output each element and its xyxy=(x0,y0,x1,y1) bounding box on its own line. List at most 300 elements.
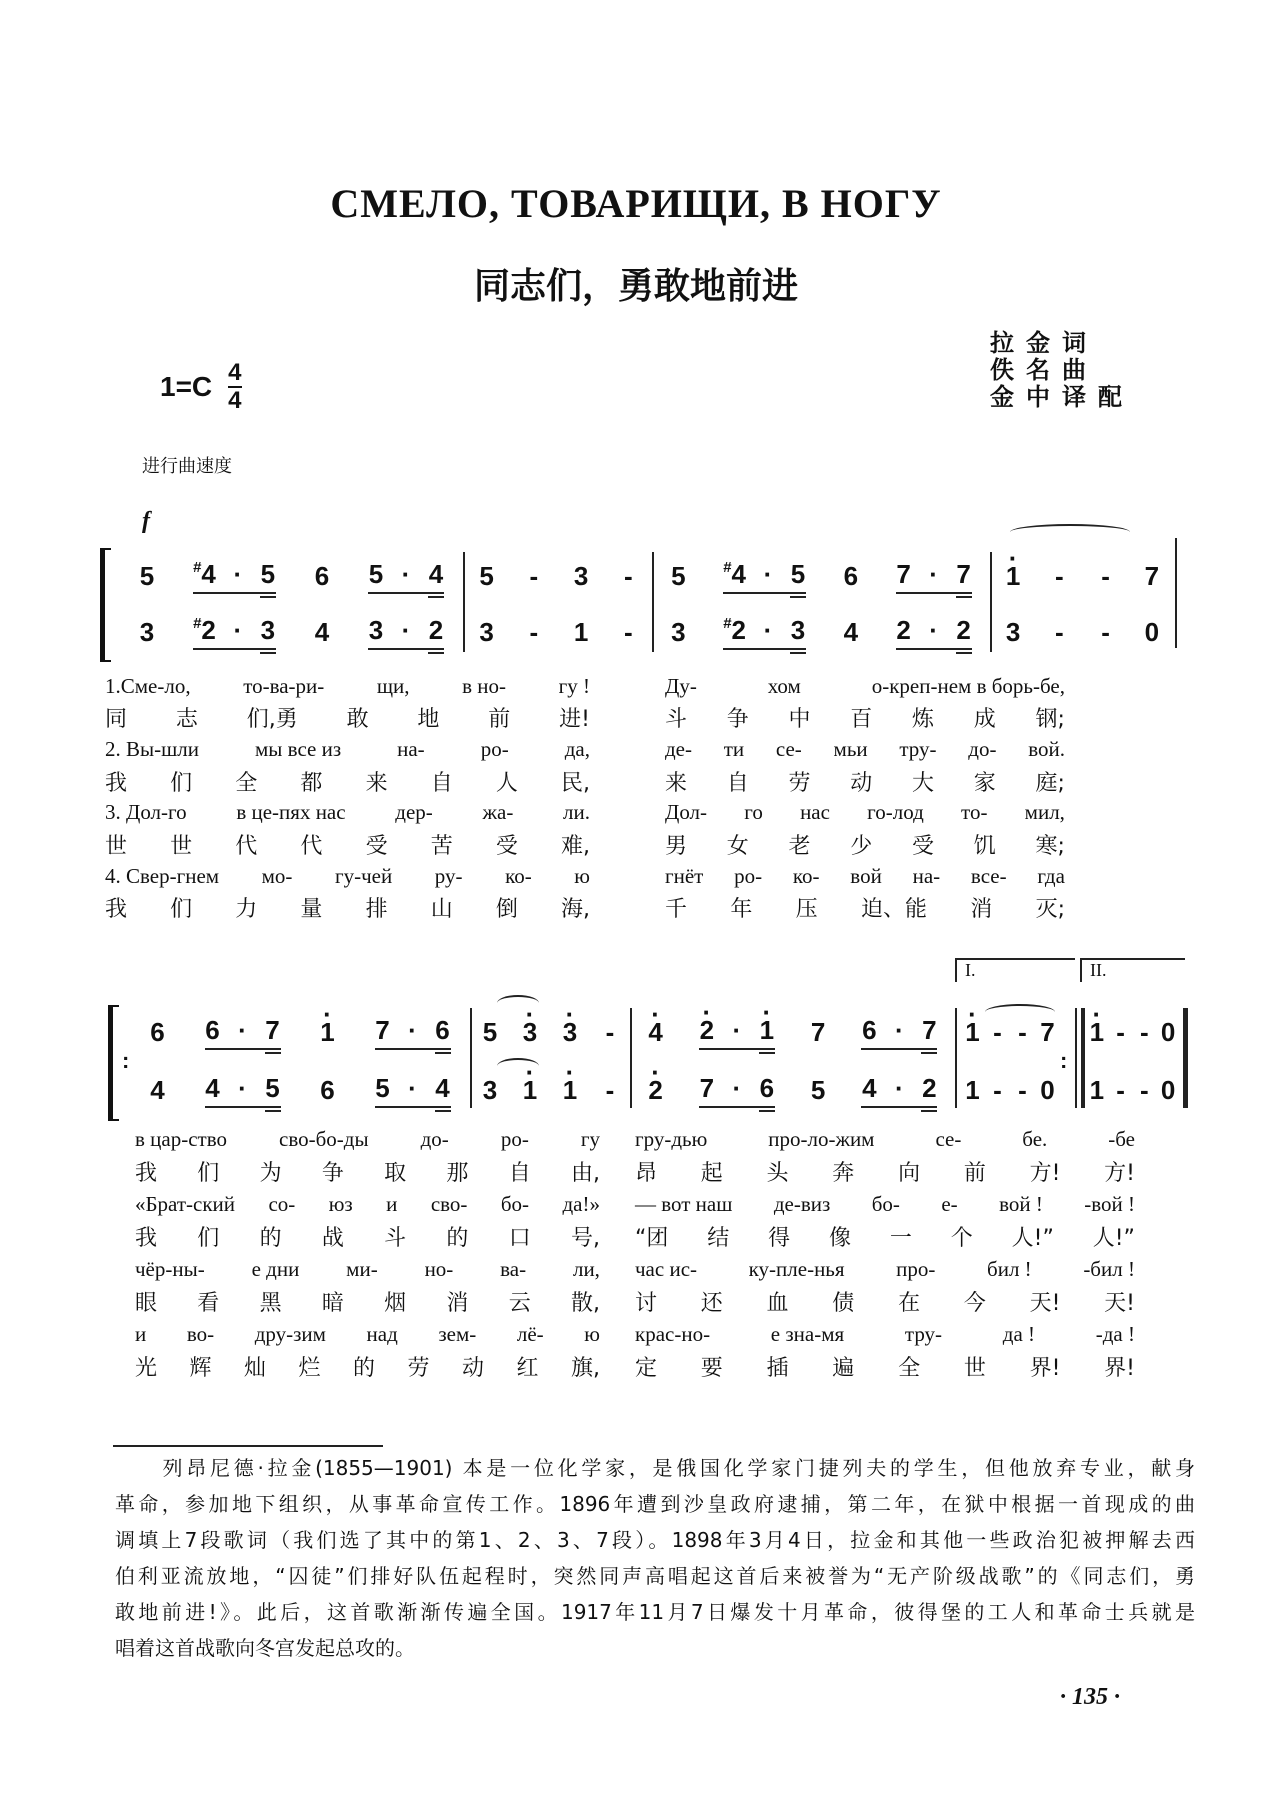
lyric-syllable: 债 xyxy=(832,1291,855,1316)
lyric-syllable: — вот наш xyxy=(635,1191,733,1216)
lyric-syllable: 男 xyxy=(665,834,688,859)
lyric-syllable: хом xyxy=(767,673,801,698)
lyric-syllable: “团 xyxy=(635,1226,669,1251)
lyric-syllable: бил ! xyxy=(987,1256,1032,1281)
lyric-syllable: 人!” xyxy=(1011,1226,1054,1251)
lyric-syllable: 千 xyxy=(665,897,688,923)
note: 6 xyxy=(314,560,330,591)
note: #4 xyxy=(193,558,216,589)
lyric-line-left xyxy=(135,1123,600,1155)
lyric-syllable: 黑 xyxy=(259,1291,282,1316)
lyric-syllable: 由, xyxy=(570,1161,600,1186)
lyric-syllable: 定 xyxy=(635,1356,658,1381)
note: 7 xyxy=(922,1014,937,1045)
lyric-syllable: гда xyxy=(1037,863,1065,888)
beam-group xyxy=(699,1073,775,1108)
lyric-syllable: 辉 xyxy=(189,1356,212,1381)
lyric-syllable: се- xyxy=(935,1126,962,1151)
note: 7 xyxy=(375,1014,390,1045)
lyric-syllable: 眼 xyxy=(135,1291,158,1316)
lyric-syllable: 女 xyxy=(726,834,749,859)
lyric-syllable: 动 xyxy=(462,1356,485,1381)
lyric-syllable: ко- xyxy=(792,863,820,888)
lyric-syllable: 灭; xyxy=(1035,897,1065,923)
lyric-syllable: 地 xyxy=(417,707,440,733)
lyric-syllable: 还 xyxy=(700,1291,723,1316)
lyric-syllable: лё- xyxy=(516,1321,544,1346)
note: 5 xyxy=(260,558,276,589)
lyric-syllable: ли. xyxy=(563,800,590,825)
note: 3 xyxy=(573,560,589,591)
measure xyxy=(463,556,652,596)
lyric-line-right xyxy=(665,797,1065,829)
credit-music: 佚名曲 xyxy=(990,356,1098,384)
note: 3 xyxy=(790,614,806,645)
measure xyxy=(990,556,1175,596)
lyric-syllable: 我 xyxy=(135,1161,158,1186)
note: 4 xyxy=(150,1074,165,1105)
note: 5 xyxy=(671,560,686,591)
lyric-syllable: 百 xyxy=(850,707,873,733)
dash: - xyxy=(993,1074,1002,1105)
lyric-syllable: ти xyxy=(723,736,745,761)
note: 1 xyxy=(1089,1074,1105,1105)
lyric-syllable: 4. Свер-гнем xyxy=(105,863,220,888)
lyric-syllable: 敢 xyxy=(346,707,369,733)
key-signature xyxy=(160,360,242,414)
lyric-syllable: 前 xyxy=(488,707,511,733)
lyric-syllable: 头 xyxy=(766,1161,789,1186)
lyric-syllable: 成 xyxy=(973,707,996,733)
lyric-syllable: -бе xyxy=(1108,1126,1135,1151)
lyric-syllable: 代 xyxy=(300,834,323,859)
footnote-line: 调填上7段歌词（我们选了其中的第1、2、3、7段）。1898年3月4日，拉金和其他一些政治犯被押解去西 xyxy=(115,1528,1195,1552)
volta-1 xyxy=(955,958,1075,982)
beam-group xyxy=(723,559,806,594)
volta-2 xyxy=(1080,958,1185,982)
lyric-syllable: 代 xyxy=(235,834,258,859)
lyric-syllable: 进! xyxy=(559,707,590,733)
lyric-syllable: на- xyxy=(397,736,425,761)
note: · 1 xyxy=(522,1075,538,1106)
lyric-syllable: крас-но- xyxy=(635,1321,711,1346)
lyric-syllable: 得 xyxy=(768,1226,791,1251)
note: 4 xyxy=(862,1072,877,1103)
lyric-syllable: ми- xyxy=(346,1256,378,1281)
lyric-syllable: 自 xyxy=(508,1161,531,1186)
lyric-line-right xyxy=(665,860,1065,892)
lyric-syllable: 受 xyxy=(365,834,388,859)
lyric-syllable: юз xyxy=(328,1191,353,1216)
page-number: · 135 · xyxy=(1060,1684,1120,1710)
lyric-syllable: Дол- xyxy=(665,800,708,825)
note: 4 xyxy=(428,558,444,589)
lyric-line-right xyxy=(665,702,1065,734)
repeat-start: : xyxy=(122,1048,130,1073)
lyric-syllable: 争 xyxy=(321,1161,344,1186)
measure xyxy=(120,612,463,652)
lyric-syllable: мил, xyxy=(1024,800,1065,825)
dot: · xyxy=(233,558,243,589)
dynamic-marking: f xyxy=(142,508,150,534)
dot: · xyxy=(763,614,773,645)
dot: · xyxy=(233,614,243,645)
sharp-icon: # xyxy=(193,558,202,576)
beam-group xyxy=(699,1015,775,1050)
note: 6 xyxy=(435,1014,450,1045)
lyric-syllable: 今 xyxy=(963,1291,986,1316)
beam-group xyxy=(205,1073,281,1108)
staff-lower xyxy=(0,1070,1272,1110)
note: 3 xyxy=(671,616,686,647)
note: 5 xyxy=(265,1072,280,1103)
dash: - xyxy=(605,1074,615,1105)
note: 4 xyxy=(314,616,330,647)
sharp-icon: # xyxy=(723,558,732,576)
dash: - xyxy=(1018,1074,1027,1105)
lyric-syllable: 像 xyxy=(829,1226,852,1251)
lyric-syllable: 看 xyxy=(197,1291,220,1316)
lyric-syllable: 天! xyxy=(1029,1291,1061,1316)
lyric-syllable: 界! xyxy=(1104,1356,1135,1381)
lyric-syllable: щи, xyxy=(376,673,410,698)
lyric-syllable: 动 xyxy=(850,770,873,796)
lyric-syllable: 取 xyxy=(384,1161,407,1186)
lyric-syllable: дер- xyxy=(395,800,433,825)
lyric-syllable: тру- xyxy=(899,736,937,761)
title-chinese: 同志们，勇敢地前进 xyxy=(473,266,798,307)
note: 7 xyxy=(956,558,971,589)
lyric-syllable: ли, xyxy=(572,1256,600,1281)
lyric-syllable: де-виз xyxy=(773,1191,831,1216)
lyric-line-left xyxy=(105,892,590,924)
note: 7 xyxy=(699,1072,715,1103)
lyric-syllable: 来 xyxy=(365,770,388,796)
measure xyxy=(130,1070,470,1110)
lyric-syllable: 天! xyxy=(1104,1291,1135,1316)
lyric-syllable: сво-бо-ды xyxy=(279,1126,369,1151)
lyric-syllable: 钢; xyxy=(1035,707,1065,733)
lyric-syllable: 都 xyxy=(300,770,323,796)
measure xyxy=(960,1070,1060,1110)
measure xyxy=(463,612,652,652)
note: 7 xyxy=(1040,1016,1055,1047)
footnote-line: 列昂尼德·拉金(1855—1901) 本是一位化学家，是俄国化学家门捷列夫的学生，但他放弃专业，献身 xyxy=(115,1456,1195,1480)
lyric-syllable: Ду- xyxy=(665,673,697,698)
note: · 2 xyxy=(648,1075,664,1106)
lyric-line-left xyxy=(105,733,590,765)
beam-group xyxy=(861,1015,937,1050)
lyric-syllable: 消 xyxy=(970,897,993,923)
beam-group xyxy=(375,1073,451,1108)
lyric-syllable: де- xyxy=(665,736,692,761)
footnote-line: 伯利亚流放地，“囚徒”们排好队伍起程时，突然同声高唱起这首后来被誉为“无产阶级战歌”的《同志们，勇 xyxy=(115,1564,1195,1588)
dot: · xyxy=(408,1014,417,1045)
lyric-syllable: но- xyxy=(424,1256,454,1281)
lyric-syllable: мы все из xyxy=(255,736,342,761)
dot: · xyxy=(401,558,411,589)
lyric-syllable: про-ло-жим xyxy=(768,1126,875,1151)
lyric-syllable: 斗 xyxy=(384,1226,407,1251)
lyric-line-right xyxy=(665,765,1065,797)
lyric-syllable: гнёт xyxy=(665,863,704,888)
note: 7 xyxy=(810,1016,826,1047)
lyric-syllable: 一 xyxy=(889,1226,912,1251)
dash: - xyxy=(605,1016,615,1047)
lyric-syllable: 斗 xyxy=(665,707,688,733)
lyric-syllable: е дни xyxy=(251,1256,300,1281)
lyric-syllable: гу xyxy=(580,1126,600,1151)
lyric-syllable: 同 xyxy=(105,707,128,733)
note: 6 xyxy=(862,1014,877,1045)
lyric-syllable: 方! xyxy=(1104,1161,1135,1186)
lyric-syllable: 世 xyxy=(170,834,193,859)
note: 2 xyxy=(956,614,971,645)
lyric-syllable: все- xyxy=(970,863,1007,888)
lyric-syllable: 世 xyxy=(105,834,128,859)
lyric-syllable: 迫、能 xyxy=(860,897,927,923)
lyric-syllable: 战 xyxy=(321,1226,344,1251)
lyric-syllable: 炼 xyxy=(912,707,935,733)
lyric-syllable: в це-пях нас xyxy=(236,800,346,825)
note: 3 xyxy=(482,1074,498,1105)
lyric-syllable: «Брат-ский xyxy=(135,1191,236,1216)
lyric-syllable: вой xyxy=(850,863,882,888)
lyric-syllable: в цар-ство xyxy=(135,1126,227,1151)
dot: · xyxy=(763,558,773,589)
lyric-syllable: 我 xyxy=(105,770,128,796)
dash: - xyxy=(1018,1016,1027,1047)
lyric-syllable: 散, xyxy=(570,1291,600,1316)
lyric-syllable: ру- xyxy=(434,863,463,888)
note: 2 xyxy=(428,614,444,645)
note: 5 xyxy=(810,1074,826,1105)
lyric-syllable: 自 xyxy=(726,770,749,796)
lyric-syllable: ку-пле-нья xyxy=(748,1256,845,1281)
slur xyxy=(1010,524,1130,540)
lyric-syllable: 劳 xyxy=(407,1356,430,1381)
dot: · xyxy=(895,1014,904,1045)
lyric-syllable: 们 xyxy=(197,1226,220,1251)
lyric-syllable: 们 xyxy=(170,770,193,796)
note: 2 xyxy=(896,614,911,645)
lyric-syllable: 庭; xyxy=(1035,770,1065,796)
lyric-syllable: 受 xyxy=(495,834,518,859)
note: 4 xyxy=(843,616,859,647)
lyric-syllable: 家 xyxy=(973,770,996,796)
lyric-syllable: 烟 xyxy=(384,1291,407,1316)
lyric-syllable: 排 xyxy=(365,897,388,923)
lyric-line-right xyxy=(635,1253,1135,1285)
lyric-syllable: 插 xyxy=(766,1356,789,1381)
lyric-syllable: 红 xyxy=(516,1356,539,1381)
lyric-syllable: 全 xyxy=(235,770,258,796)
lyric-syllable: гру-дью xyxy=(635,1126,708,1151)
footnote-line: 革命，参加地下组织，从事革命宣传工作。1896年遭到沙皇政府逮捕，第二年，在狱中根据一首现成的曲 xyxy=(115,1492,1195,1516)
note: 3 xyxy=(1005,616,1021,647)
lyric-syllable: 中 xyxy=(788,707,811,733)
measure xyxy=(652,612,990,652)
lyric-syllable: е зна-мя xyxy=(770,1321,845,1346)
lyric-syllable: вой. xyxy=(1028,736,1065,761)
note: 7 xyxy=(1144,560,1160,591)
lyric-syllable: 口 xyxy=(508,1226,531,1251)
note: 3 xyxy=(368,614,384,645)
note: 5 xyxy=(479,560,494,591)
note: 6 xyxy=(843,560,859,591)
lyric-line-right xyxy=(665,829,1065,861)
lyric-syllable: до- xyxy=(420,1126,449,1151)
measure xyxy=(960,1012,1060,1052)
lyric-syllable: 的 xyxy=(353,1356,376,1381)
dash: - xyxy=(1116,1074,1125,1105)
lyric-syllable: 的 xyxy=(446,1226,469,1251)
note: 5 xyxy=(368,558,384,589)
lyric-syllable: се- xyxy=(775,736,802,761)
credit-translation: 金中译配 xyxy=(990,383,1134,411)
lyric-line-left xyxy=(105,797,590,829)
dash: - xyxy=(624,560,633,591)
lyric-syllable: 志 xyxy=(175,707,198,733)
lyric-syllable: 们 xyxy=(197,1161,220,1186)
note: 0 xyxy=(1160,1074,1176,1105)
lyric-syllable: 血 xyxy=(766,1291,789,1316)
lyric-syllable: 大 xyxy=(912,770,935,796)
note: 3 xyxy=(139,616,155,647)
staff-upper xyxy=(0,1012,1272,1052)
lyric-syllable: 年 xyxy=(730,897,753,923)
lyric-syllable: сво- xyxy=(430,1191,468,1216)
note: 0 xyxy=(1040,1074,1055,1105)
lyric-syllable: вой ! xyxy=(999,1191,1043,1216)
note: 4 xyxy=(205,1072,220,1103)
lyric-syllable: 的 xyxy=(259,1226,282,1251)
lyric-syllable: мо- xyxy=(261,863,293,888)
lyric-syllable: да ! xyxy=(1002,1321,1036,1346)
measure xyxy=(652,556,990,596)
lyric-syllable: да, xyxy=(564,736,590,761)
lyric-syllable: 海, xyxy=(560,897,590,923)
lyric-syllable: ко- xyxy=(505,863,532,888)
note: · 3 xyxy=(562,1017,578,1048)
lyric-line-right xyxy=(635,1318,1135,1350)
lyric-syllable: 老 xyxy=(788,834,811,859)
footnote-line: 敢地前进!》。此后，这首歌渐渐传遍全国。1917年11月7日爆发十月革命，彼得堡的工人和革命士兵就是 xyxy=(115,1600,1195,1624)
dash: - xyxy=(1055,560,1064,591)
dash: - xyxy=(1101,560,1110,591)
lyric-syllable: жа- xyxy=(482,800,514,825)
lyric-syllable: 结 xyxy=(707,1226,730,1251)
dash: - xyxy=(1101,616,1110,647)
lyric-syllable: час ис- xyxy=(635,1256,698,1281)
lyric-line-left xyxy=(135,1221,600,1253)
lyric-syllable: 前 xyxy=(963,1161,986,1186)
dot: · xyxy=(732,1072,742,1103)
lyric-syllable: то-ва-ри- xyxy=(243,673,325,698)
lyric-syllable: 们 xyxy=(170,897,193,923)
beam-group xyxy=(205,1015,281,1050)
lyric-syllable: 压 xyxy=(795,897,818,923)
lyric-syllable: над xyxy=(366,1321,398,1346)
beam-group xyxy=(193,615,276,650)
beam-group xyxy=(723,615,806,650)
lyric-syllable: чёр-ны- xyxy=(135,1256,205,1281)
beam-group xyxy=(193,559,276,594)
lyric-syllable: и xyxy=(386,1191,398,1216)
volta-2-label: II. xyxy=(1090,960,1107,980)
lyric-line-right xyxy=(635,1351,1135,1383)
lyric-syllable: то- xyxy=(961,800,988,825)
lyric-syllable: 世 xyxy=(963,1356,986,1381)
lyric-syllable: 倒 xyxy=(495,897,518,923)
credit-lyrics: 拉金词 xyxy=(990,329,1098,357)
note: · 1 xyxy=(1089,1017,1105,1048)
dot: · xyxy=(401,614,411,645)
note: #2 xyxy=(723,614,746,645)
note: 1 xyxy=(573,616,589,647)
note: 0 xyxy=(1160,1016,1176,1047)
dash: - xyxy=(993,1016,1002,1047)
dot: · xyxy=(238,1072,247,1103)
lyric-syllable: гу ! xyxy=(558,673,590,698)
note: · 1 xyxy=(562,1075,578,1106)
sharp-icon: # xyxy=(723,614,732,632)
note: · 1 xyxy=(1005,561,1021,592)
lyric-syllable: 少 xyxy=(850,834,873,859)
lyric-syllable: 方! xyxy=(1029,1161,1061,1186)
lyric-syllable: 3. Дол-го xyxy=(105,800,187,825)
lyric-line-right xyxy=(635,1123,1135,1155)
measure xyxy=(630,1012,955,1052)
dash: - xyxy=(1140,1074,1149,1105)
sharp-icon: # xyxy=(193,614,202,632)
staff-lower xyxy=(0,612,1272,652)
lyric-syllable: ю xyxy=(584,1321,600,1346)
lyric-syllable: 我 xyxy=(135,1226,158,1251)
note: #2 xyxy=(193,614,216,645)
lyric-syllable: да!» xyxy=(562,1191,600,1216)
lyric-line-right xyxy=(635,1188,1135,1220)
beam-group xyxy=(368,559,444,594)
dash: - xyxy=(529,616,539,647)
beam-group xyxy=(896,559,972,594)
lyric-syllable: 全 xyxy=(898,1356,921,1381)
measure xyxy=(630,1070,955,1110)
measure xyxy=(1085,1012,1180,1052)
lyric-syllable: 号, xyxy=(570,1226,600,1251)
note: 1 xyxy=(965,1074,980,1105)
tempo-marking: 进行曲速度 xyxy=(142,456,232,477)
lyric-syllable: е- xyxy=(941,1191,958,1216)
lyric-syllable: 遍 xyxy=(832,1356,855,1381)
lyric-syllable: 烂 xyxy=(298,1356,321,1381)
lyric-line-left xyxy=(105,702,590,734)
lyric-syllable: 灿 xyxy=(244,1356,267,1381)
lyric-syllable: 饥 xyxy=(973,834,996,859)
lyric-line-right xyxy=(665,733,1065,765)
lyric-syllable: 力 xyxy=(235,897,258,923)
lyric-syllable: 苦 xyxy=(430,834,453,859)
lyric-line-left xyxy=(135,1286,600,1318)
lyric-syllable: 消 xyxy=(446,1291,469,1316)
dash: - xyxy=(624,616,633,647)
lyric-syllable: 人 xyxy=(495,770,518,796)
dot: · xyxy=(929,614,938,645)
measure xyxy=(990,612,1175,652)
lyric-syllable: 山 xyxy=(430,897,453,923)
credits xyxy=(990,330,1134,411)
lyric-syllable: 我 xyxy=(105,897,128,923)
